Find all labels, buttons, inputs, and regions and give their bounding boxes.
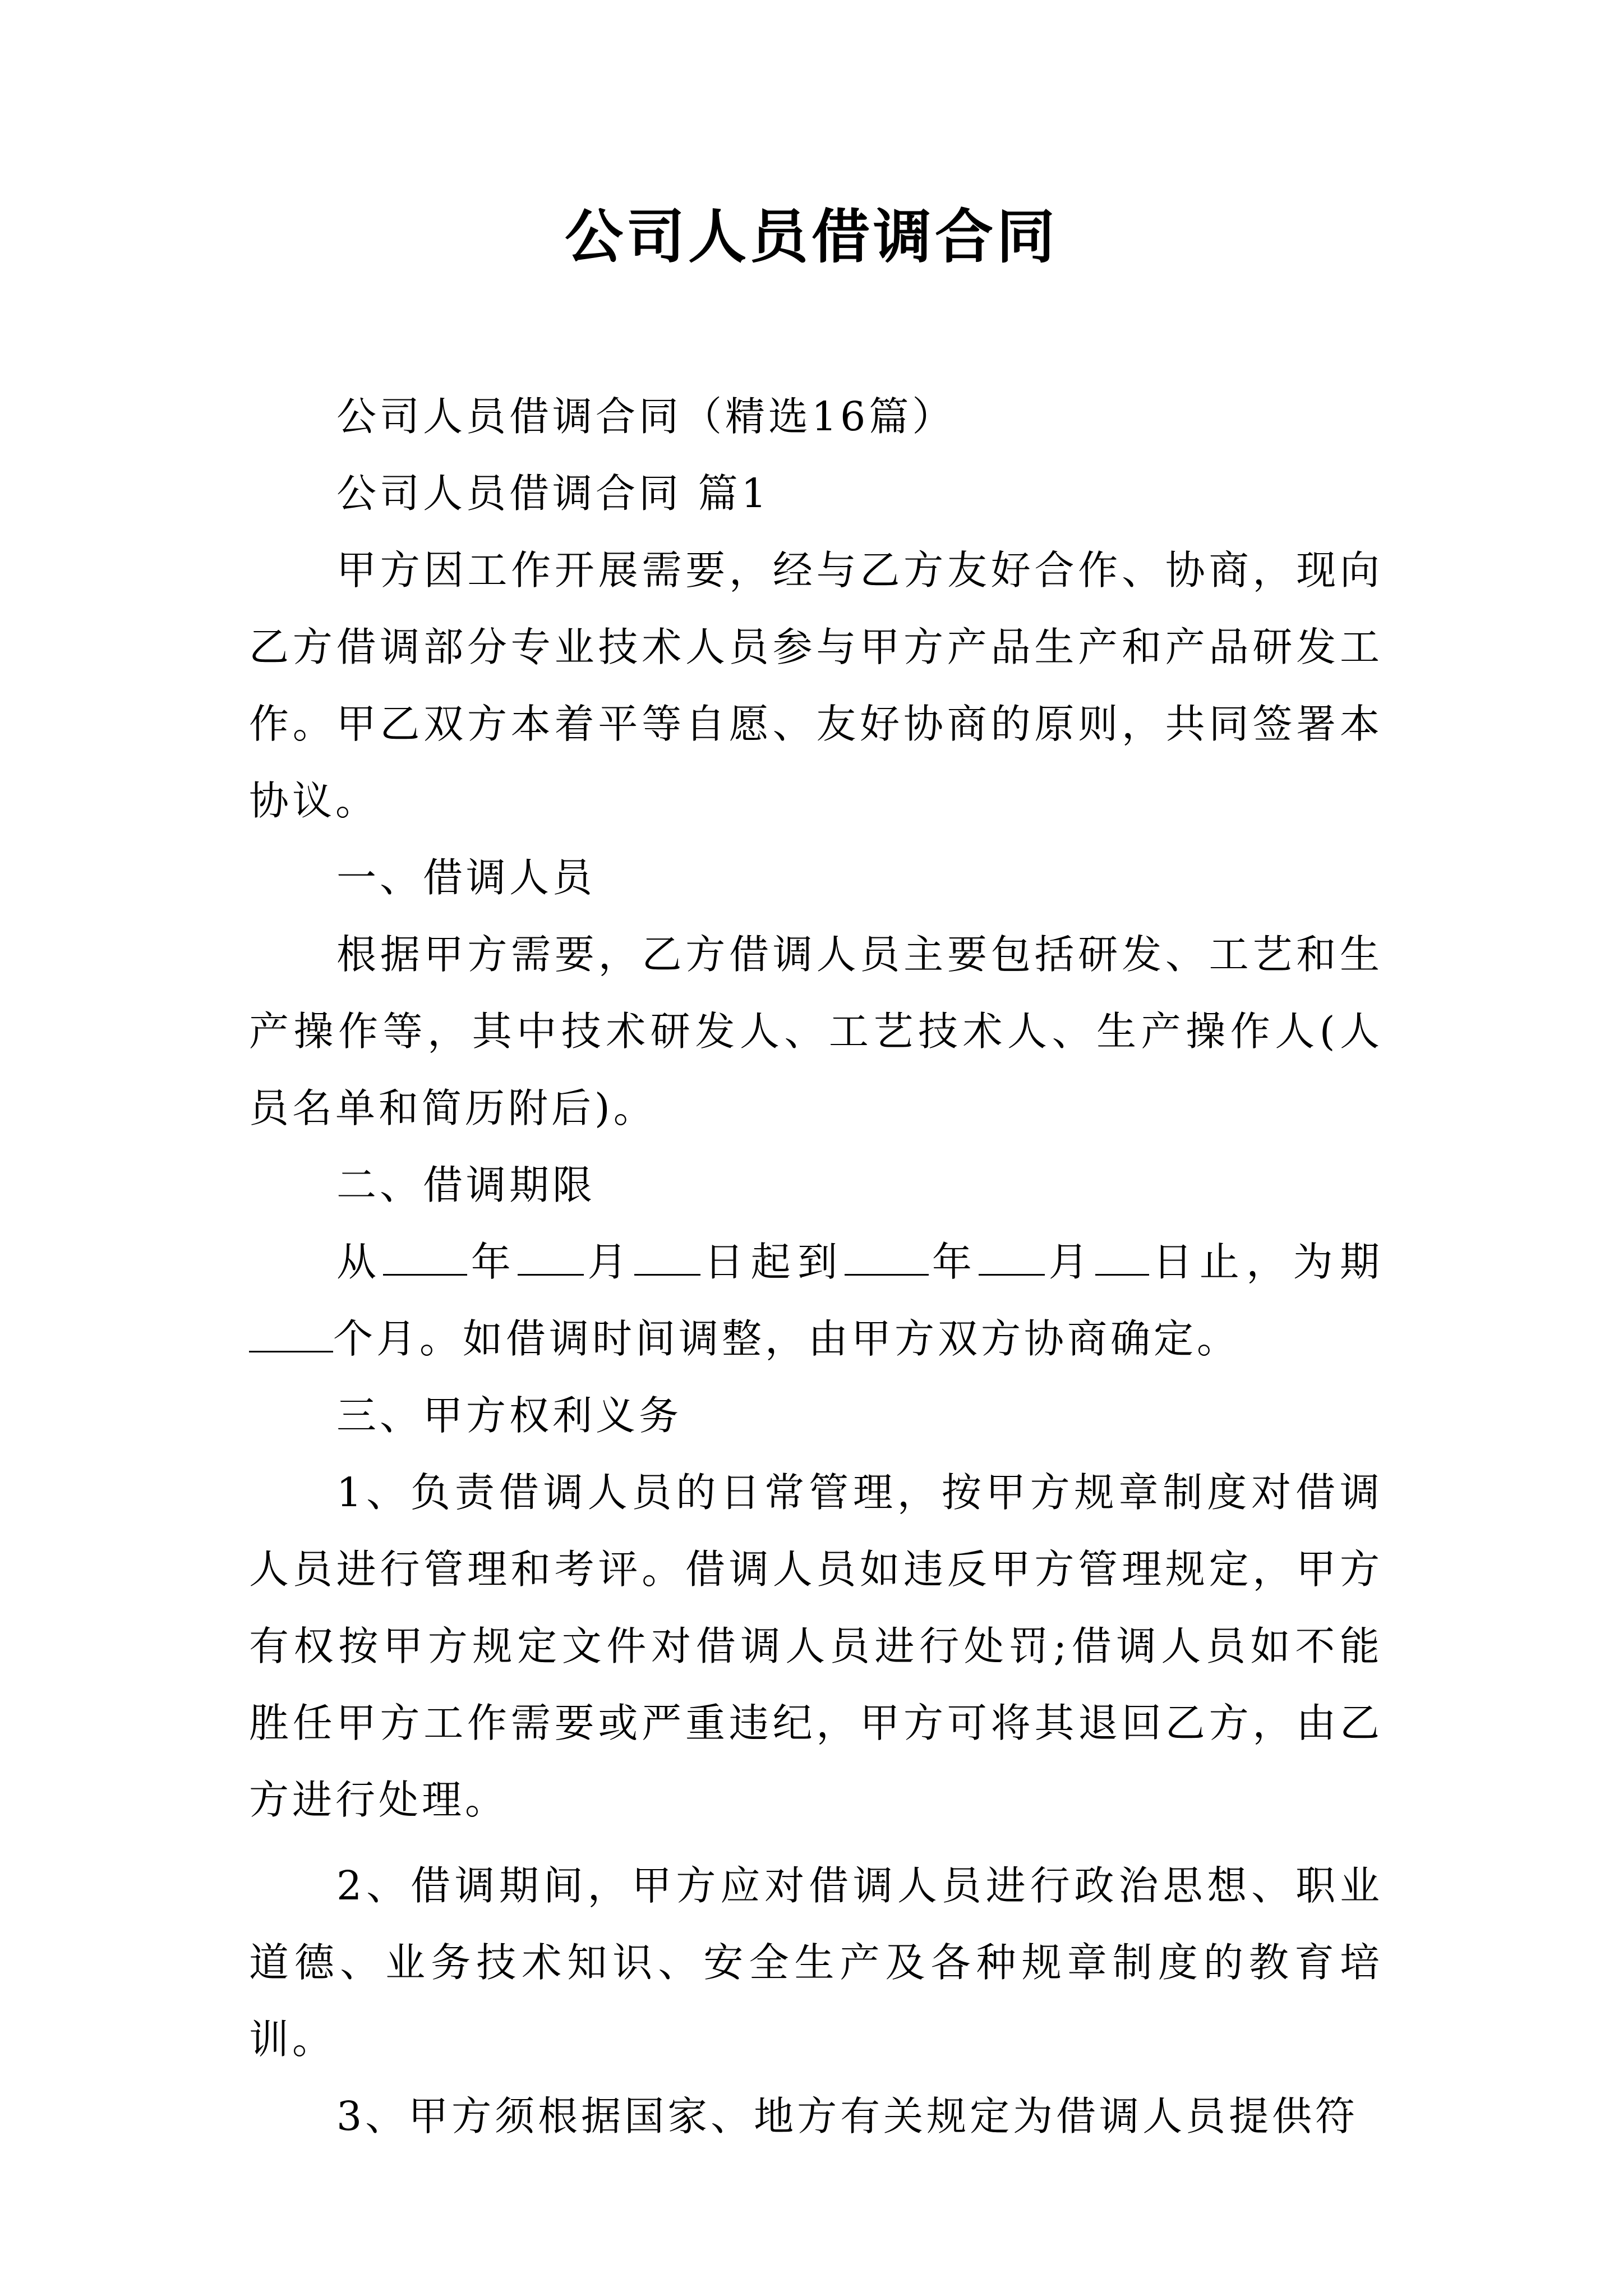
clause-1-heading: 一、借调人员 (336, 854, 596, 901)
period-month-1: 月 (584, 1239, 634, 1285)
clause-2-heading: 二、借调期限 (336, 1162, 596, 1208)
end-year-blank[interactable] (845, 1243, 929, 1276)
period-day-1: 日起到 (700, 1239, 845, 1285)
section-heading: 公司人员借调合同 篇1 (336, 470, 770, 517)
document-body (249, 378, 1383, 2155)
period-tail: 个月。如借调时间调整，由甲方双方协商确定。 (333, 1315, 1241, 1362)
intro-paragraph: 甲方因工作开展需要，经与乙方友好合作、协商，现向乙方借调部分专业技术人员参与甲方产品生产和产品研发工作。甲乙双方本着平等自愿、友好协商的原则，共同签署本协议。 (249, 547, 1383, 824)
borrow-period-paragraph (249, 1223, 1383, 1377)
period-day-2: 日止，为期 (1149, 1239, 1383, 1285)
clause-3-heading: 三、甲方权利义务 (336, 1392, 683, 1439)
clause-3-item-2: 2、借调期间，甲方应对借调人员进行政治思想、职业道德、业务技术知识、安全生产及各种规章制度的教育培训。 (249, 1862, 1383, 2063)
clause-1-text: 根据甲方需要，乙方借调人员主要包括研发、工艺和生产操作等，其中技术研发人、工艺技术人、生产操作人(人员名单和简历附后)。 (249, 931, 1383, 1131)
period-year-1: 年 (467, 1239, 518, 1285)
end-month-blank[interactable] (979, 1243, 1045, 1276)
end-day-blank[interactable] (1095, 1243, 1149, 1276)
period-from: 从 (336, 1239, 384, 1285)
period-year-2: 年 (928, 1239, 979, 1285)
document-subtitle: 公司人员借调合同（精选16篇） (336, 393, 956, 440)
start-day-blank[interactable] (634, 1243, 700, 1276)
period-month-2: 月 (1045, 1239, 1096, 1285)
document-title: 公司人员借调合同 (564, 203, 1058, 271)
duration-months-blank[interactable] (249, 1319, 333, 1352)
start-year-blank[interactable] (383, 1243, 467, 1276)
clause-3-item-3: 3、甲方须根据国家、地方有关规定为借调人员提供符 (336, 2093, 1359, 2139)
start-month-blank[interactable] (518, 1243, 584, 1276)
clause-3-item-1: 1、负责借调人员的日常管理，按甲方规章制度对借调人员进行管理和考评。借调人员如违反甲方管理规定，甲方有权按甲方规定文件对借调人员进行处罚;借调人员如不能胜任甲方工作需要或严重违纪，甲方可将其退回乙方，由乙方进行处理。 (249, 1469, 1383, 1823)
